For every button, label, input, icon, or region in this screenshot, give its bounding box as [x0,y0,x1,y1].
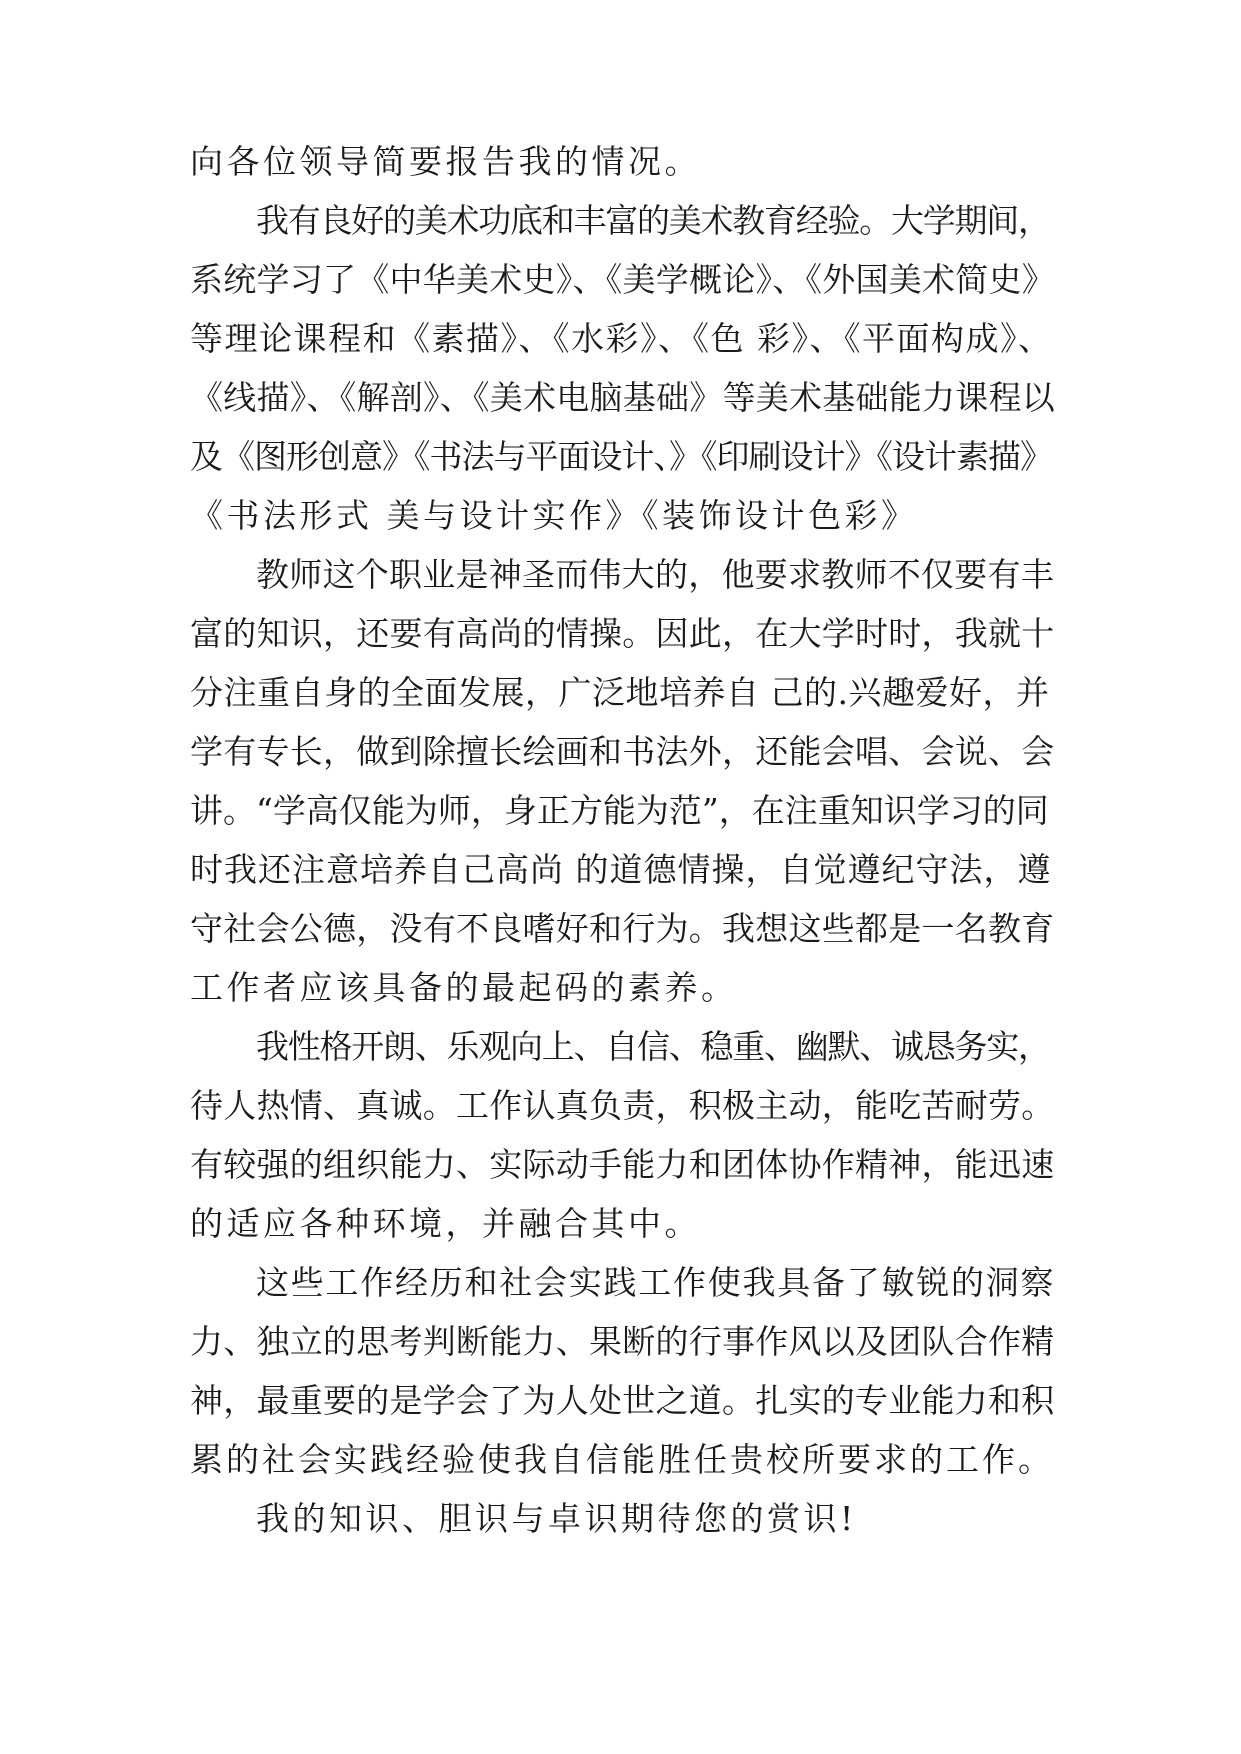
paragraph-first-line: 教师这个职业是神圣而伟大的，他要求教师不仅要有丰 [256,555,1054,594]
text-line: 工作者应该具备的最起码的素养。 [190,968,738,1007]
text-line: 《书法形式 美与设计实作》《装饰设计色彩》 [190,496,918,535]
text-line: 有较强的组织能力、实际动手能力和团体协作精神，能迅速 [190,1145,1055,1184]
text-line: 神，最重要的是学会了为人处世之道。扎实的专业能力和积 [190,1381,1055,1420]
text-line: 讲。“学高仅能为师，身正方能为范”，在注重知识学习的同 [190,791,1049,830]
paragraph-first-line: 我的知识、胆识与卓识期待您的赏识! [256,1499,857,1538]
paragraph-first-line: 这些工作经历和社会实践工作使我具备了敏锐的洞察 [256,1263,1056,1302]
paragraph-first-line: 我性格开朗、乐观向上、自信、稳重、幽默、诚恳务实， [256,1027,1050,1066]
text-line: 守社会公德，没有不良嗜好和行为。我想这些都是一名教育 [190,909,1055,948]
text-line: 的适应各种环境，并融合其中。 [190,1204,701,1243]
text-line: 学有专长，做到除擅长绘画和书法外，还能会唱、会说、会 [190,732,1055,771]
text-line: 《线描》、《解剖》、《美术电脑基础》等美术基础能力课程以 [190,378,1055,417]
text-line: 分注重自身的全面发展，广泛地培养自 己的.兴趣爱好，并 [190,673,1050,712]
text-line: 等理论课程和《素描》、《水彩》、《色 彩》、《平面构成》、 [190,319,1053,358]
paragraph-first-line: 我有良好的美术功底和丰富的美术教育经验。大学期间， [256,201,1050,240]
text-line: 力、独立的思考判断能力、果断的行事作风以及团队合作精 [190,1322,1055,1361]
text-line: 待人热情、真诚。工作认真负责，积极主动，能吃苦耐劳。 [190,1086,1055,1125]
text-line: 及《图形创意》《书法与平面设计、》《印刷设计》《设计素描》 [190,437,1052,476]
text-line: 向各位领导简要报告我的情况。 [190,142,701,181]
text-line: 时我还注意培养自己高尚 的道德情操，自觉遵纪守法，遵 [190,850,1052,889]
text-line: 累的社会实践经验使我自信能胜任贵校所要求的工作。 [190,1440,1054,1479]
text-line: 系统学习了《中华美术史》、《美学概论》、《外国美术简史》 [190,260,1055,299]
text-line: 富的知识，还要有高尚的情操。因此，在大学时时，我就十 [190,614,1055,653]
